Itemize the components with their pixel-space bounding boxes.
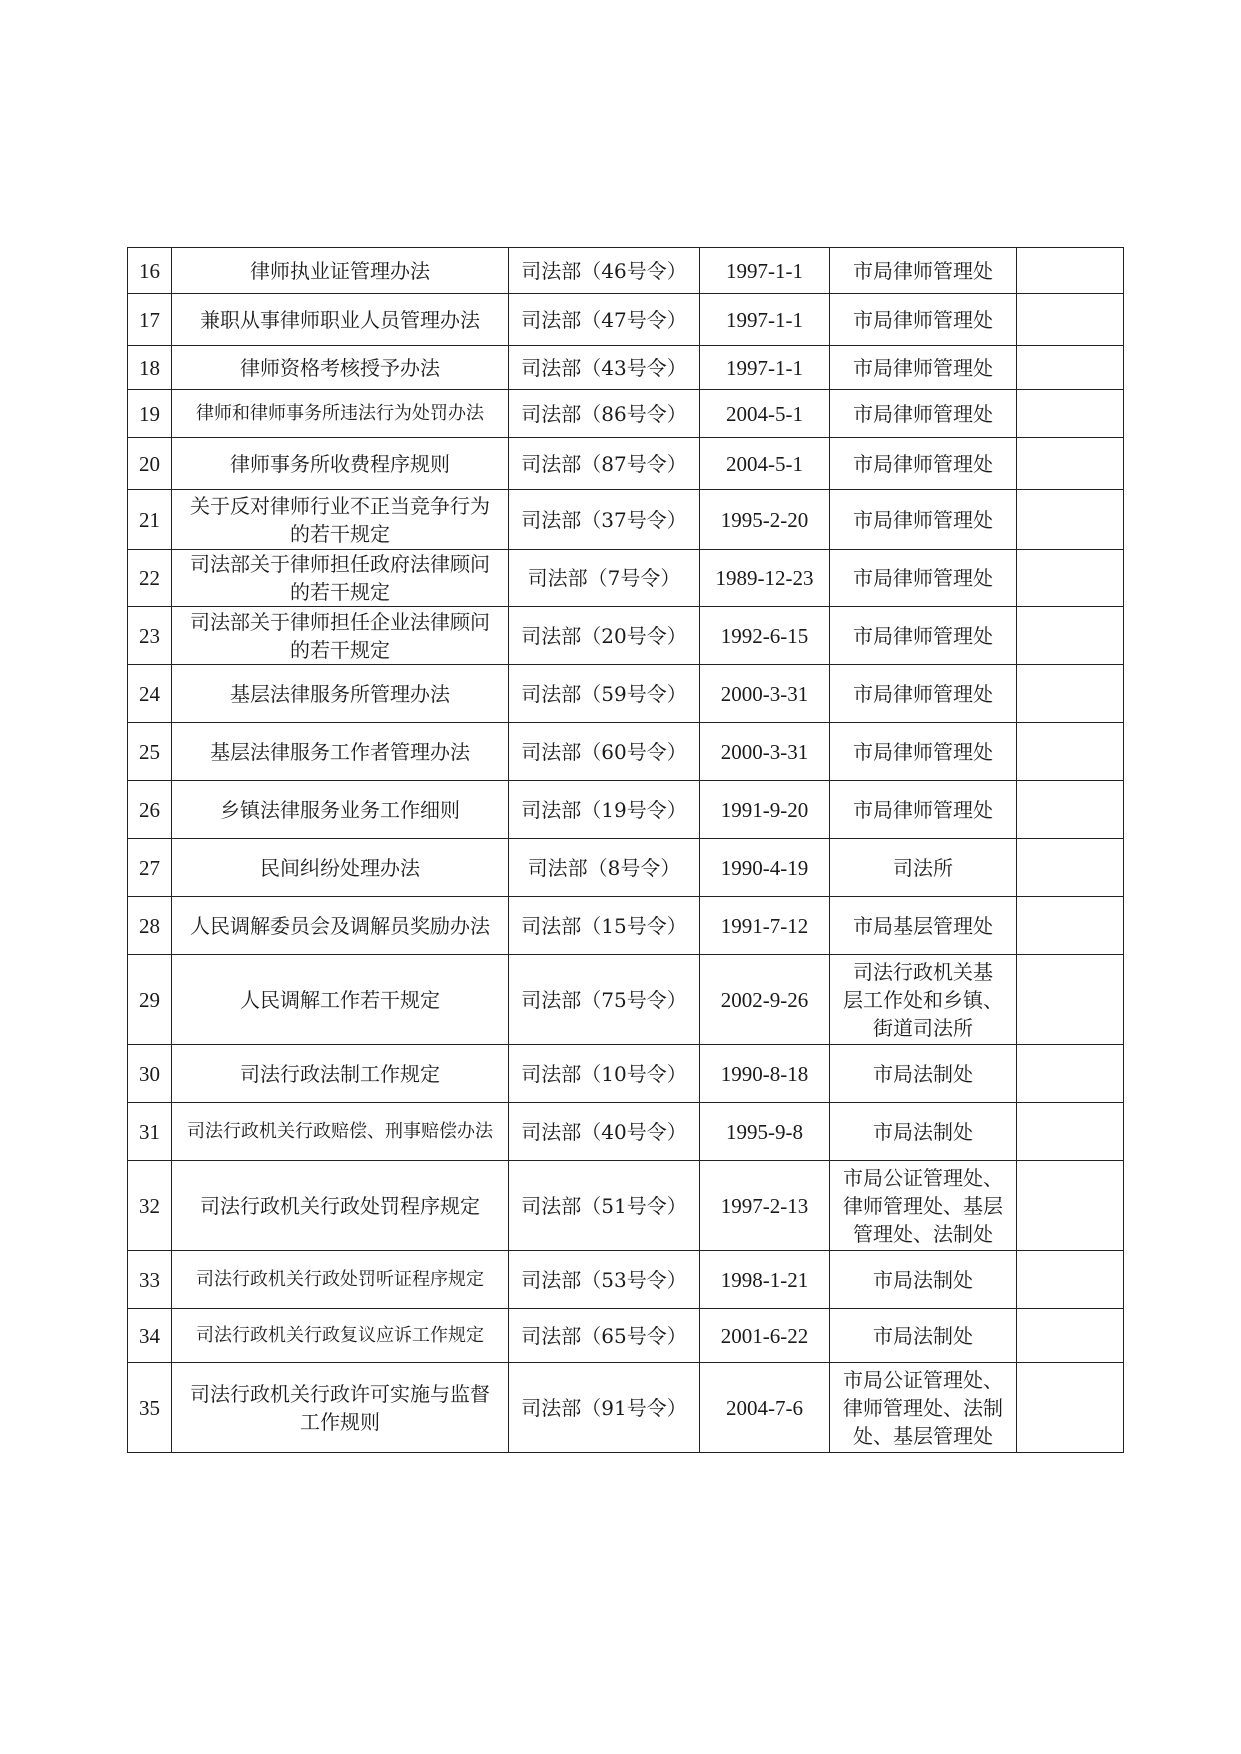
issuing-authority-cell: 司法部（19号令） bbox=[509, 781, 700, 839]
issuing-authority-cell: 司法部（7号令） bbox=[509, 550, 700, 607]
row-number-cell: 25 bbox=[128, 723, 172, 781]
responsible-department-cell: 市局律师管理处 bbox=[830, 248, 1017, 294]
table-row bbox=[128, 1161, 1124, 1251]
effective-date-cell: 1990-8-18 bbox=[700, 1045, 830, 1103]
regulation-title-cell: 律师事务所收费程序规则 bbox=[172, 438, 509, 490]
regulation-title-cell: 司法部关于律师担任政府法律顾问 的若干规定 bbox=[172, 550, 509, 607]
responsible-department-cell: 市局律师管理处 bbox=[830, 390, 1017, 438]
table-row bbox=[128, 1251, 1124, 1309]
issuing-authority-cell: 司法部（65号令） bbox=[509, 1309, 700, 1363]
remarks-cell bbox=[1017, 839, 1124, 897]
regulation-title-cell: 民间纠纷处理办法 bbox=[172, 839, 509, 897]
table-row bbox=[128, 1045, 1124, 1103]
effective-date-cell: 1989-12-23 bbox=[700, 550, 830, 607]
issuing-authority-cell: 司法部（20号令） bbox=[509, 607, 700, 665]
responsible-department-cell: 市局律师管理处 bbox=[830, 438, 1017, 490]
remarks-cell bbox=[1017, 390, 1124, 438]
remarks-cell bbox=[1017, 1045, 1124, 1103]
row-number-cell: 30 bbox=[128, 1045, 172, 1103]
effective-date-cell: 2001-6-22 bbox=[700, 1309, 830, 1363]
responsible-department-cell: 市局法制处 bbox=[830, 1103, 1017, 1161]
effective-date-cell: 1997-1-1 bbox=[700, 294, 830, 346]
regulation-title-cell: 司法行政机关行政处罚程序规定 bbox=[172, 1161, 509, 1251]
table-row bbox=[128, 1103, 1124, 1161]
responsible-department-cell: 市局法制处 bbox=[830, 1251, 1017, 1309]
row-number-cell: 32 bbox=[128, 1161, 172, 1251]
responsible-department-cell: 司法所 bbox=[830, 839, 1017, 897]
row-number-cell: 26 bbox=[128, 781, 172, 839]
table-row bbox=[128, 346, 1124, 390]
responsible-department-cell: 市局公证管理处、 律师管理处、法制 处、基层管理处 bbox=[830, 1363, 1017, 1453]
effective-date-cell: 2000-3-31 bbox=[700, 665, 830, 723]
responsible-department-cell: 市局律师管理处 bbox=[830, 294, 1017, 346]
effective-date-cell: 2000-3-31 bbox=[700, 723, 830, 781]
responsible-department-cell: 市局公证管理处、 律师管理处、基层 管理处、法制处 bbox=[830, 1161, 1017, 1251]
table-row bbox=[128, 294, 1124, 346]
issuing-authority-cell: 司法部（87号令） bbox=[509, 438, 700, 490]
table-row bbox=[128, 248, 1124, 294]
row-number-cell: 20 bbox=[128, 438, 172, 490]
remarks-cell bbox=[1017, 781, 1124, 839]
row-number-cell: 23 bbox=[128, 607, 172, 665]
issuing-authority-cell: 司法部（60号令） bbox=[509, 723, 700, 781]
effective-date-cell: 2004-7-6 bbox=[700, 1363, 830, 1453]
row-number-cell: 16 bbox=[128, 248, 172, 294]
remarks-cell bbox=[1017, 550, 1124, 607]
regulation-title-cell: 司法行政机关行政赔偿、刑事赔偿办法 bbox=[172, 1103, 509, 1161]
remarks-cell bbox=[1017, 1103, 1124, 1161]
remarks-cell bbox=[1017, 1251, 1124, 1309]
regulation-title-cell: 司法部关于律师担任企业法律顾问 的若干规定 bbox=[172, 607, 509, 665]
remarks-cell bbox=[1017, 346, 1124, 390]
effective-date-cell: 1991-7-12 bbox=[700, 897, 830, 955]
effective-date-cell: 1997-1-1 bbox=[700, 346, 830, 390]
row-number-cell: 28 bbox=[128, 897, 172, 955]
responsible-department-cell: 司法行政机关基 层工作处和乡镇、 街道司法所 bbox=[830, 955, 1017, 1045]
effective-date-cell: 1995-2-20 bbox=[700, 490, 830, 550]
table-row bbox=[128, 438, 1124, 490]
effective-date-cell: 1997-1-1 bbox=[700, 248, 830, 294]
responsible-department-cell: 市局律师管理处 bbox=[830, 781, 1017, 839]
table-row bbox=[128, 1363, 1124, 1453]
regulation-title-cell: 司法行政法制工作规定 bbox=[172, 1045, 509, 1103]
effective-date-cell: 2004-5-1 bbox=[700, 438, 830, 490]
responsible-department-cell: 市局律师管理处 bbox=[830, 607, 1017, 665]
effective-date-cell: 1997-2-13 bbox=[700, 1161, 830, 1251]
row-number-cell: 17 bbox=[128, 294, 172, 346]
row-number-cell: 31 bbox=[128, 1103, 172, 1161]
table-row bbox=[128, 665, 1124, 723]
responsible-department-cell: 市局律师管理处 bbox=[830, 550, 1017, 607]
issuing-authority-cell: 司法部（10号令） bbox=[509, 1045, 700, 1103]
issuing-authority-cell: 司法部（59号令） bbox=[509, 665, 700, 723]
issuing-authority-cell: 司法部（46号令） bbox=[509, 248, 700, 294]
issuing-authority-cell: 司法部（43号令） bbox=[509, 346, 700, 390]
issuing-authority-cell: 司法部（47号令） bbox=[509, 294, 700, 346]
issuing-authority-cell: 司法部（53号令） bbox=[509, 1251, 700, 1309]
regulation-title-cell: 关于反对律师行业不正当竞争行为 的若干规定 bbox=[172, 490, 509, 550]
effective-date-cell: 2004-5-1 bbox=[700, 390, 830, 438]
table-row bbox=[128, 550, 1124, 607]
effective-date-cell: 1995-9-8 bbox=[700, 1103, 830, 1161]
regulation-title-cell: 人民调解工作若干规定 bbox=[172, 955, 509, 1045]
remarks-cell bbox=[1017, 897, 1124, 955]
remarks-cell bbox=[1017, 955, 1124, 1045]
responsible-department-cell: 市局律师管理处 bbox=[830, 723, 1017, 781]
table-row bbox=[128, 781, 1124, 839]
remarks-cell bbox=[1017, 438, 1124, 490]
remarks-cell bbox=[1017, 723, 1124, 781]
responsible-department-cell: 市局律师管理处 bbox=[830, 665, 1017, 723]
issuing-authority-cell: 司法部（15号令） bbox=[509, 897, 700, 955]
regulation-title-cell: 律师和律师事务所违法行为处罚办法 bbox=[172, 390, 509, 438]
table-row bbox=[128, 897, 1124, 955]
responsible-department-cell: 市局律师管理处 bbox=[830, 346, 1017, 390]
regulation-title-cell: 律师资格考核授予办法 bbox=[172, 346, 509, 390]
remarks-cell bbox=[1017, 294, 1124, 346]
row-number-cell: 33 bbox=[128, 1251, 172, 1309]
effective-date-cell: 2002-9-26 bbox=[700, 955, 830, 1045]
table-row bbox=[128, 390, 1124, 438]
issuing-authority-cell: 司法部（8号令） bbox=[509, 839, 700, 897]
table-row bbox=[128, 839, 1124, 897]
responsible-department-cell: 市局律师管理处 bbox=[830, 490, 1017, 550]
regulations-table bbox=[127, 247, 1124, 1453]
regulation-title-cell: 乡镇法律服务业务工作细则 bbox=[172, 781, 509, 839]
remarks-cell bbox=[1017, 248, 1124, 294]
remarks-cell bbox=[1017, 1309, 1124, 1363]
regulation-title-cell: 司法行政机关行政复议应诉工作规定 bbox=[172, 1309, 509, 1363]
remarks-cell bbox=[1017, 490, 1124, 550]
row-number-cell: 21 bbox=[128, 490, 172, 550]
remarks-cell bbox=[1017, 665, 1124, 723]
regulation-title-cell: 兼职从事律师职业人员管理办法 bbox=[172, 294, 509, 346]
row-number-cell: 19 bbox=[128, 390, 172, 438]
row-number-cell: 24 bbox=[128, 665, 172, 723]
remarks-cell bbox=[1017, 607, 1124, 665]
row-number-cell: 22 bbox=[128, 550, 172, 607]
regulation-title-cell: 律师执业证管理办法 bbox=[172, 248, 509, 294]
issuing-authority-cell: 司法部（40号令） bbox=[509, 1103, 700, 1161]
table-row bbox=[128, 490, 1124, 550]
remarks-cell bbox=[1017, 1363, 1124, 1453]
regulation-title-cell: 基层法律服务所管理办法 bbox=[172, 665, 509, 723]
regulation-title-cell: 人民调解委员会及调解员奖励办法 bbox=[172, 897, 509, 955]
effective-date-cell: 1990-4-19 bbox=[700, 839, 830, 897]
regulation-title-cell: 司法行政机关行政处罚听证程序规定 bbox=[172, 1251, 509, 1309]
row-number-cell: 27 bbox=[128, 839, 172, 897]
row-number-cell: 29 bbox=[128, 955, 172, 1045]
issuing-authority-cell: 司法部（37号令） bbox=[509, 490, 700, 550]
responsible-department-cell: 市局法制处 bbox=[830, 1045, 1017, 1103]
responsible-department-cell: 市局基层管理处 bbox=[830, 897, 1017, 955]
effective-date-cell: 1991-9-20 bbox=[700, 781, 830, 839]
effective-date-cell: 1998-1-21 bbox=[700, 1251, 830, 1309]
regulation-title-cell: 基层法律服务工作者管理办法 bbox=[172, 723, 509, 781]
table-row bbox=[128, 1309, 1124, 1363]
table-row bbox=[128, 723, 1124, 781]
row-number-cell: 35 bbox=[128, 1363, 172, 1453]
issuing-authority-cell: 司法部（51号令） bbox=[509, 1161, 700, 1251]
issuing-authority-cell: 司法部（75号令） bbox=[509, 955, 700, 1045]
row-number-cell: 34 bbox=[128, 1309, 172, 1363]
responsible-department-cell: 市局法制处 bbox=[830, 1309, 1017, 1363]
effective-date-cell: 1992-6-15 bbox=[700, 607, 830, 665]
table-row bbox=[128, 955, 1124, 1045]
row-number-cell: 18 bbox=[128, 346, 172, 390]
table-body bbox=[128, 248, 1124, 1453]
table-row bbox=[128, 607, 1124, 665]
remarks-cell bbox=[1017, 1161, 1124, 1251]
issuing-authority-cell: 司法部（91号令） bbox=[509, 1363, 700, 1453]
regulation-title-cell: 司法行政机关行政许可实施与监督 工作规则 bbox=[172, 1363, 509, 1453]
issuing-authority-cell: 司法部（86号令） bbox=[509, 390, 700, 438]
